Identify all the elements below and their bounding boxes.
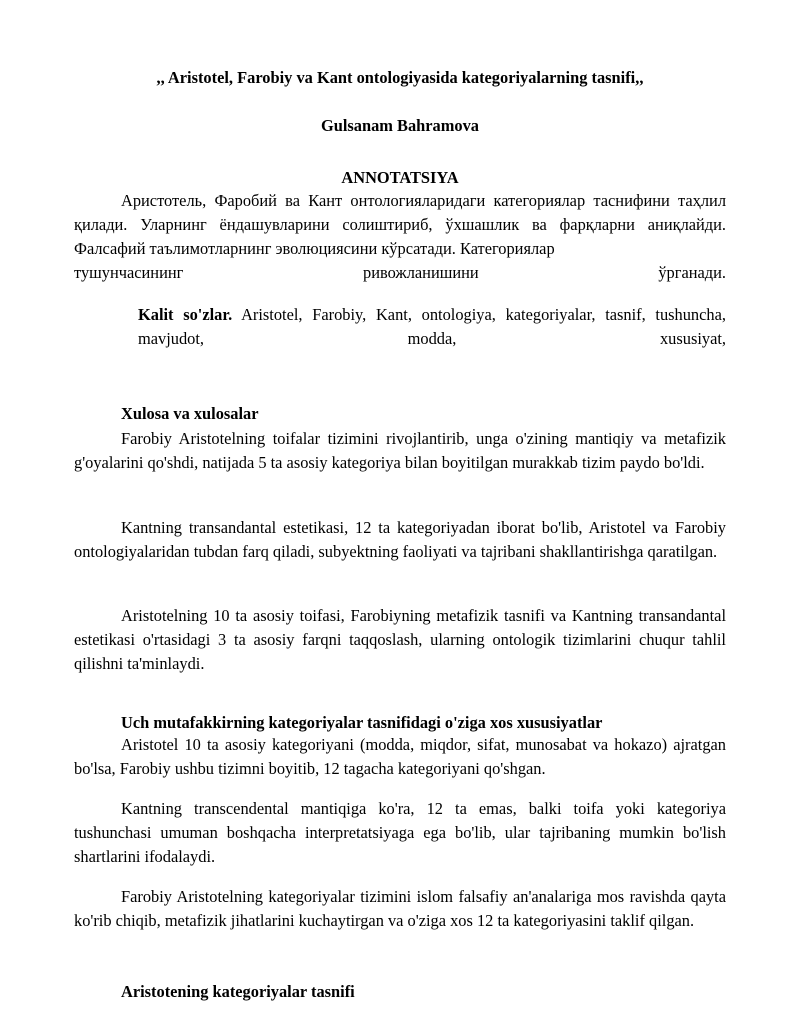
paragraph: Kantning transandantal estetikasi, 12 ta kategoriyadan iborat bo'lib, Aristotel va Farobiy ontologiyalaridan tubdan farq qiladi, subyektning faoliyati va tajribani shakllantirishga qaratilgan. (74, 518, 726, 561)
section-heading: Aristotening kategoriyalar tasnifi (121, 982, 355, 1001)
paragraph: Farobiy Aristotelning kategoriyalar tizimini islom falsafiy an'analariga mos ravishda qayta ko'rib chiqib, metafizik jihatlarini kuchaytirgan va o'ziga xos 12 ta kategoriyasini taklif qilgan. (74, 887, 726, 930)
paragraph: Kantning transcendental mantiqiga ko'ra, 12 ta emas, balki toifa yoki kategoriya tushunchasi umuman boshqacha interpretatsiyaga ega bo'lib, ular tajribaning mumkin bo'lish shartlarini ifodalaydi. (74, 799, 726, 866)
author-name: Gulsanam Bahramova (320, 116, 479, 135)
annotation-heading: ANNOTATSIYA (341, 168, 459, 187)
keywords-first-line (74, 303, 726, 351)
keywords-paragraph (74, 303, 726, 351)
document-title: ,, Aristotel, Farobiy va Kant ontologiyasida kategoriyalarning tasnifi,, (156, 68, 644, 87)
paragraph: Aristotel 10 ta asosiy kategoriyani (modda, miqdor, sifat, munosabat va hokazo) ajratgan bo'lsa, Farobiy ushbu tizimni boyitib, 12 tagacha kategoriyani qo'shgan. (74, 735, 726, 778)
paragraph: Farobiy Aristotelning toifalar tizimini rivojlantirib, unga o'zining mantiqiy va metafizik g'oyalarini qo'shdi, natijada 5 ta asosiy kategoriya bilan boyitilgan murakkab tizim paydo bo'ldi. (74, 429, 726, 472)
annotation-text-last-line: тушунчасининг ривожланишини ўрганади. (74, 263, 726, 282)
section-heading: Xulosa va xulosalar (121, 404, 259, 423)
annotation-text: Аристотель, Фаробий ва Кант онтологияларидаги категориялар таснифини таҳлил қилади. Уларнинг ёндашувларини солиштириб, ўхшашлик ва фарқларни аниқлайди. Фалсафий таълимотларнинг эволюциясини кўрсатади. Категориялар (74, 191, 726, 258)
keywords-text: Aristotel, Farobiy, Kant, ontologiya, kategoriyalar, tasnif, tushuncha, mavjudot, modda, xususiyat, (138, 305, 726, 348)
keywords-label: Kalit so'zlar. (138, 305, 233, 324)
paragraph: Aristotelning 10 ta asosiy toifasi, Farobiyning metafizik tasnifi va Kantning transandantal estetikasi o'rtasidagi 3 ta asosiy farqni taqqoslash, ularning ontologik tizimlarini chuqur tahlil qilishni ta'minlaydi. (74, 606, 726, 673)
section-heading: Uch mutafakkirning kategoriyalar tasnifidagi o'ziga xos xususiyatlar (121, 713, 603, 732)
